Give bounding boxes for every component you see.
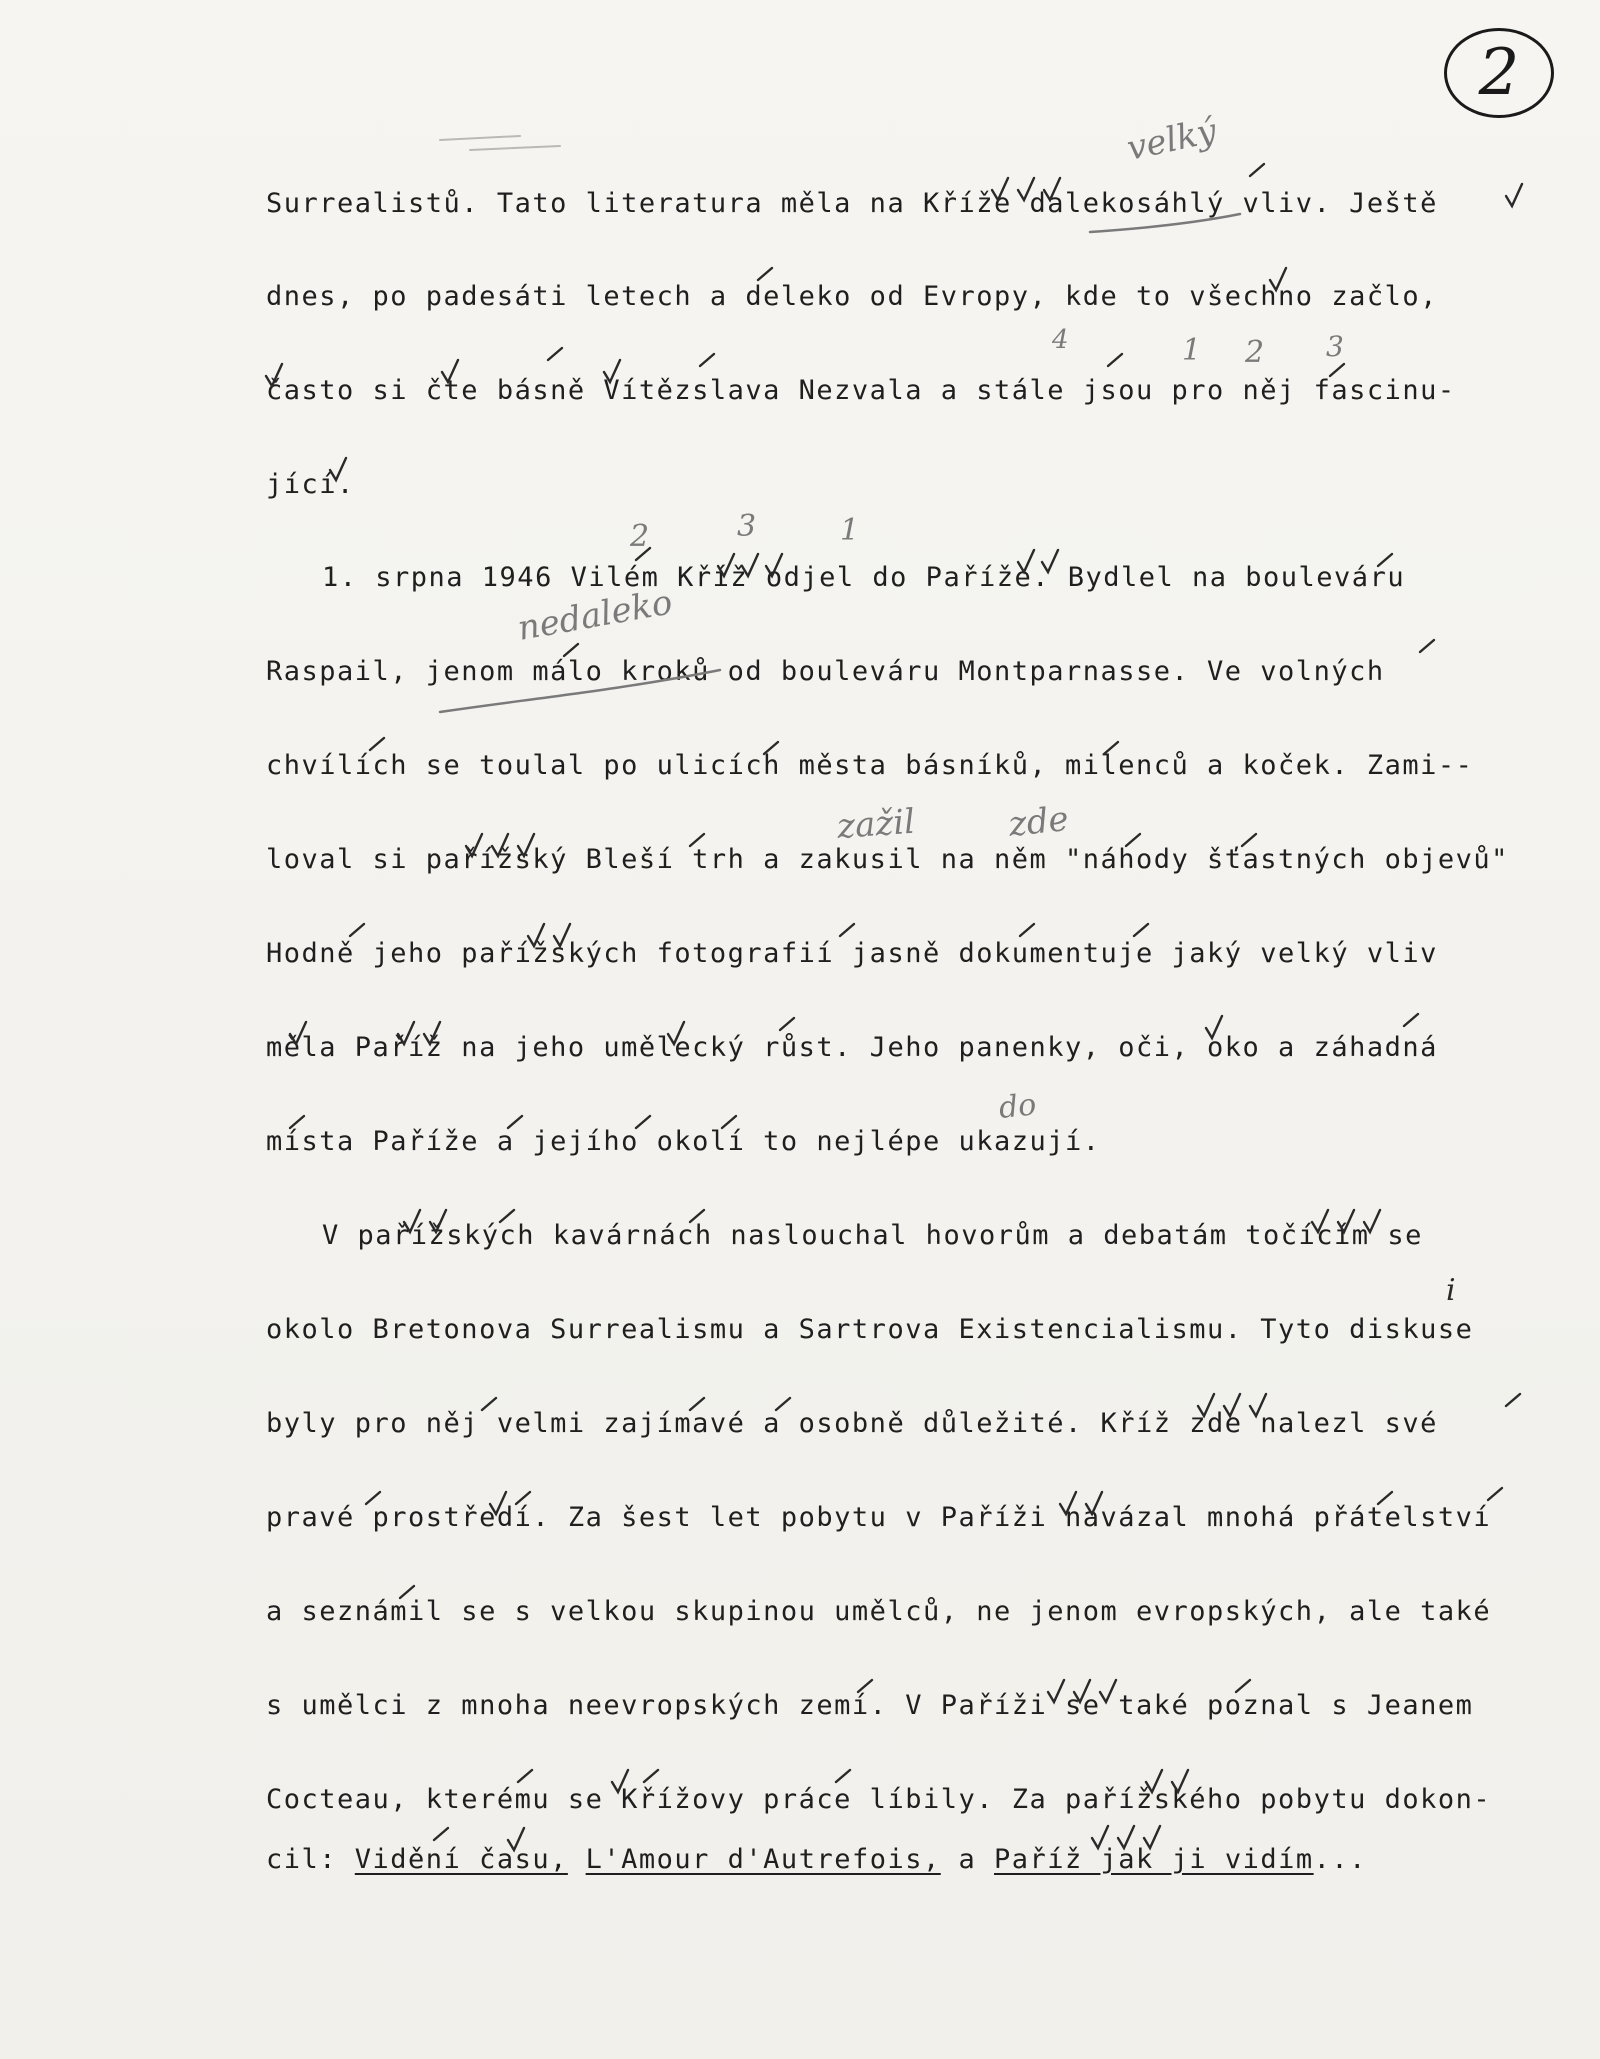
text-line-17: s umělci z mnoha neevropských zemí. V Paříži se také poznal s Jeanem	[266, 1690, 1474, 1721]
annotation-velky: velký	[1123, 110, 1220, 169]
work-title-3: Paříž jak ji vidím	[994, 1844, 1314, 1875]
work-title-2: L'Amour d'Autrefois,	[585, 1844, 941, 1875]
annotation-number-1b: 1	[1182, 333, 1202, 368]
paper-smudge	[440, 136, 560, 150]
annotation-zazil: zažil	[835, 801, 917, 847]
annotation-number-3: 3	[737, 509, 757, 544]
text-line-18: Cocteau, kterému se Křížovy práce líbily. Za pařížského pobytu dokon-	[266, 1784, 1492, 1815]
text-line-4: jící.	[266, 469, 355, 500]
page-number-circled: 2	[1444, 28, 1554, 118]
work-title-1: Vidění času,	[354, 1844, 568, 1875]
text-line-1: Surrealistů. Tato literatura měla na Kříže dalekosáhlý vliv. Ještě	[266, 188, 1438, 219]
annotation-number-2b: 2	[1245, 335, 1265, 370]
annotation-number-3b: 3	[1326, 330, 1344, 363]
text-line-11: místa Paříže a jejího okolí to nejlépe ukazují.	[266, 1126, 1101, 1157]
text-line-6: Raspail, jenom málo kroků od bouleváru Montparnasse. Ve volných	[266, 656, 1385, 687]
annotation-zde: zde	[1006, 798, 1071, 845]
text-line-19	[266, 1846, 1367, 1873]
text-line-12: V pařížských kavárnách naslouchal hovorům a debatám točícím se	[322, 1220, 1423, 1251]
line-suffix: ...	[1313, 1844, 1367, 1875]
text-line-14: byly pro něj velmi zajímavé a osobně důležité. Kříž zde nalezl své	[266, 1408, 1438, 1439]
text-line-15: pravé prostředí. Za šest let pobytu v Paříži navázal mnohá přátelství	[266, 1502, 1492, 1533]
text-line-3: často si čte básně Vítězslava Nezvala a stále jsou pro něj fascinu-	[266, 375, 1456, 406]
text-line-7: chvílích se toulal po ulicích města básníků, milenců a koček. Zami--	[266, 750, 1474, 781]
text-line-16: a seznámil se s velkou skupinou umělců, ne jenom evropských, ale také	[266, 1596, 1492, 1627]
annotation-i: i	[1446, 1273, 1456, 1308]
annotation-number-2: 2	[630, 519, 650, 554]
line-join: a	[940, 1844, 995, 1875]
annotation-number-1: 1	[840, 513, 860, 548]
annotation-do: do	[997, 1087, 1038, 1126]
annotation-nedaleko: nedaleko	[514, 582, 676, 649]
text-line-9: Hodně jeho pařížských fotografií jasně dokumentuje jaký velký vliv	[266, 938, 1438, 969]
text-line-13: okolo Bretonova Surrealismu a Sartrova Existencialismu. Tyto diskuse	[266, 1314, 1474, 1345]
text-line-5: 1. srpna 1946 Vilém Kříž odjel do Paříže. Bydlel na bouleváru	[322, 562, 1406, 593]
text-line-10: měla Paříž na jeho umělecký růst. Jeho panenky, oči, oko a záhadná	[266, 1032, 1438, 1063]
text-line-8: loval si pařížský Bleší trh a zakusil na něm "náhody šťastných objevů"	[266, 844, 1509, 875]
line-prefix: cil:	[266, 1844, 355, 1875]
annotation-number-4: 4	[1052, 325, 1069, 355]
text-line-2: dnes, po padesáti letech a deleko od Evropy, kde to všechno začlo,	[266, 281, 1438, 312]
